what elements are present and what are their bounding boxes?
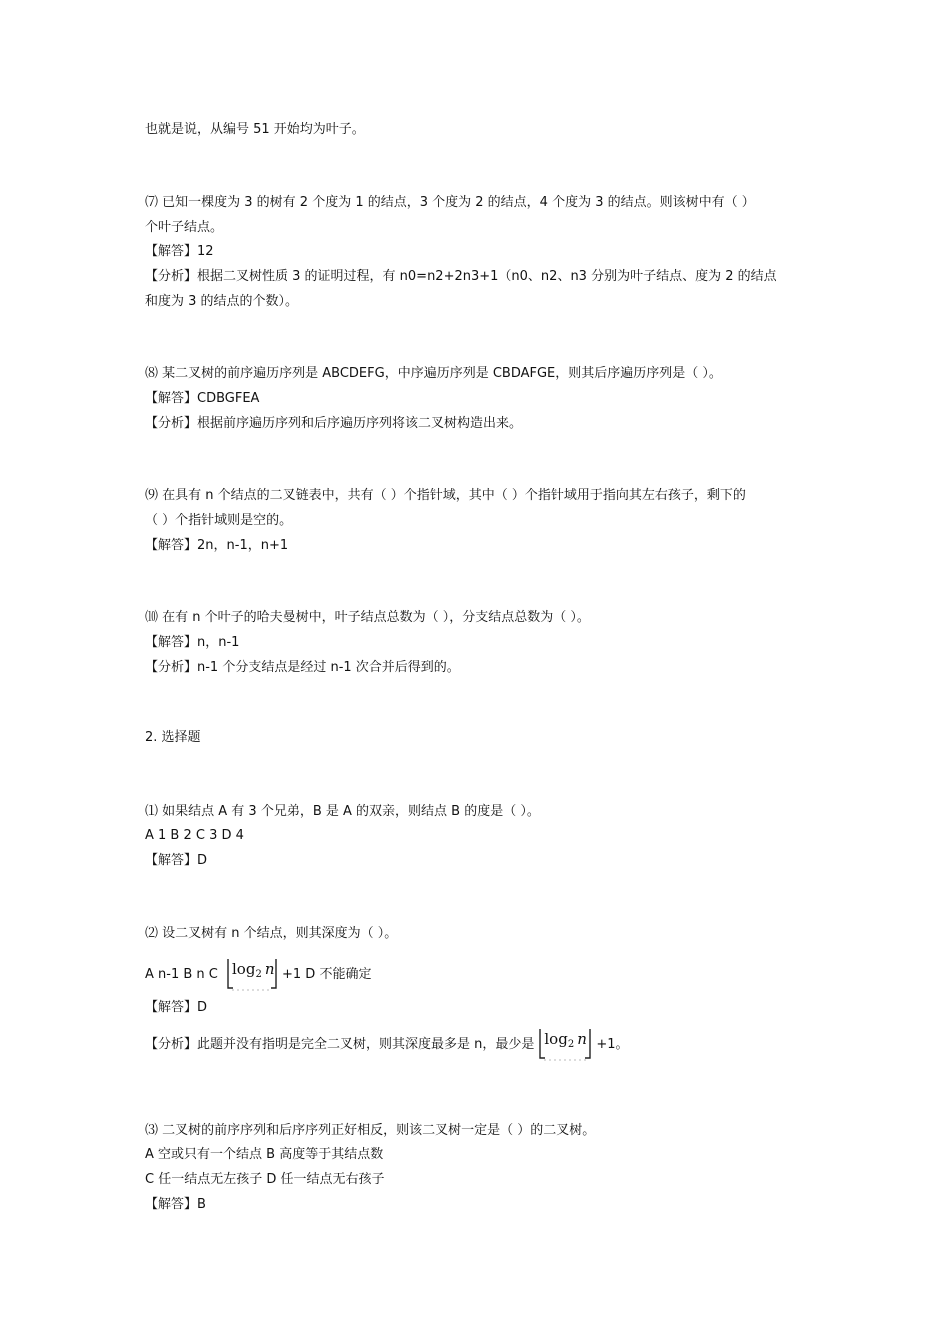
- question-text: ⑵ 设二叉树有 n 个结点，则其深度为（ ）。: [145, 926, 398, 941]
- analysis-line: 【分析】根据前序遍历序列和后序遍历序列将该二叉树构造出来。: [145, 416, 523, 431]
- answer-line: 【解答】2n，n-1，n+1: [145, 538, 289, 553]
- question-text: ⑴ 如果结点 A 有 3 个兄弟，B 是 A 的双亲，则结点 B 的度是（ ）。: [145, 804, 540, 819]
- formula-text: $\log_2 n$: [232, 959, 275, 980]
- answer-line: 【解答】CDBGFEA: [145, 391, 260, 406]
- answer-line: 【解答】12: [145, 244, 214, 259]
- question-text: ⑺ 已知一棵度为 3 的树有 2 个度为 1 的结点，3 个度为 2 的结点，4 个度为 3 的结点。则该树中有（ ）: [145, 195, 755, 210]
- analysis-line: 【分析】n-1 个分支结点是经过 n-1 次合并后得到的。: [145, 660, 460, 675]
- answer-line: 【解答】n，n-1: [145, 635, 240, 650]
- options-text-before: A n-1 B n C: [145, 967, 222, 982]
- options-text-after: +1 D 不能确定: [282, 967, 372, 982]
- question-text: ⑻ 某二叉树的前序遍历序列是 ABCDEFG，中序遍历序列是 CBDAFGE，则其后序遍历序列是（ ）。: [145, 366, 722, 381]
- floor-log-formula-image: [536, 1028, 594, 1062]
- analysis-text-after: +1。: [596, 1037, 629, 1052]
- question-text: （ ）个指针域则是空的。: [145, 513, 293, 528]
- section-heading: 2. 选择题: [145, 730, 201, 745]
- options-line: A 1 B 2 C 3 D 4: [145, 828, 244, 843]
- analysis-line: 【分析】根据二叉树性质 3 的证明过程，有 n0=n2+2n3+1（n0、n2、n3 分别为叶子结点、度为 2 的结点: [145, 269, 777, 284]
- question-text: 个叶子结点。: [145, 220, 224, 235]
- answer-line: 【解答】D: [145, 853, 208, 868]
- analysis-line: [145, 1027, 629, 1063]
- question-text: ⑼ 在具有 n 个结点的二叉链表中，共有（ ）个指针域，其中（ ）个指针域用于指向其左右孩子，剩下的: [145, 488, 746, 503]
- options-line: C 任一结点无左孩子 D 任一结点无右孩子: [145, 1172, 385, 1187]
- analysis-line: 和度为 3 的结点的个数）。: [145, 294, 299, 309]
- floor-log-formula-image: [224, 958, 280, 992]
- answer-line: 【解答】B: [145, 1197, 206, 1212]
- options-line: A 空或只有一个结点 B 高度等于其结点数: [145, 1147, 384, 1162]
- text-line: 也就是说，从编号 51 开始均为叶子。: [145, 122, 365, 137]
- question-text: ⑶ 二叉树的前序序列和后序序列正好相反，则该二叉树一定是（ ）的二叉树。: [145, 1123, 596, 1138]
- formula-text: $\log_2 n$: [544, 1029, 587, 1050]
- analysis-text-before: 【分析】此题并没有指明是完全二叉树，则其深度最多是 n，最少是: [145, 1037, 535, 1052]
- question-text: ⑽ 在有 n 个叶子的哈夫曼树中，叶子结点总数为（ ），分支结点总数为（ ）。: [145, 610, 590, 625]
- options-line: [145, 957, 371, 993]
- answer-line: 【解答】D: [145, 1000, 208, 1015]
